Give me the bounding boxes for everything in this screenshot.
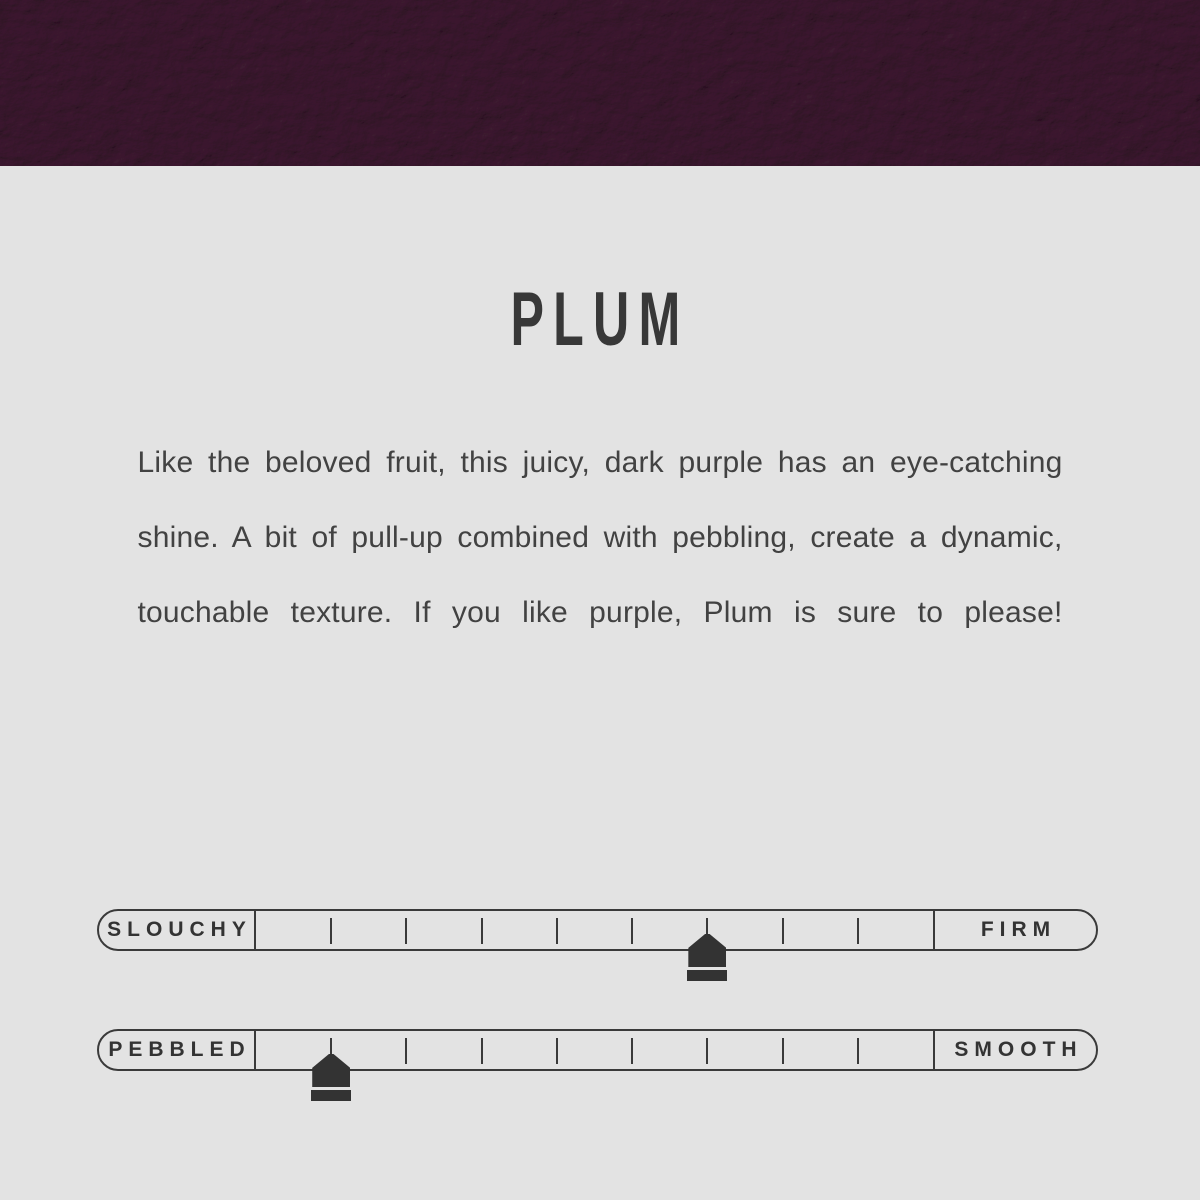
scale-right-label: [933, 1031, 1096, 1069]
leather-texture: [0, 0, 1200, 166]
scale-left-label: [99, 1031, 256, 1069]
marker-head: [688, 934, 726, 967]
tick-mark: [631, 1038, 633, 1064]
tick-mark: [782, 1038, 784, 1064]
marker-head: [312, 1054, 350, 1087]
scale-right-label-text: SMOOTH: [954, 1038, 1083, 1061]
leather-swatch-image: [0, 0, 1200, 166]
description-line: Like the beloved fruit, this juicy, dark purple has an eye-catching: [137, 446, 1063, 479]
scale-marker: [311, 1054, 351, 1101]
tick-mark: [631, 918, 633, 944]
tick-mark: [405, 1038, 407, 1064]
firmness-scale: [97, 909, 1098, 951]
description-line: touchable texture. If you like purple, Plum is sure to please!: [137, 596, 1063, 629]
tick-mark: [405, 918, 407, 944]
page-title: PLUM: [510, 277, 690, 362]
scale-right-label-text: FIRM: [980, 918, 1057, 941]
tick-mark: [857, 918, 859, 944]
color-description: [138, 425, 1063, 650]
scale-right-label: [933, 911, 1096, 949]
marker-base: [687, 970, 727, 981]
tick-mark: [706, 1038, 708, 1064]
scale-left-label-text: PEBBLED: [108, 1038, 251, 1061]
tick-mark: [556, 1038, 558, 1064]
scale-marker: [687, 934, 727, 981]
tick-mark: [782, 918, 784, 944]
texture-scale: [97, 1029, 1098, 1071]
tick-mark: [481, 1038, 483, 1064]
marker-base: [311, 1090, 351, 1101]
texture-scale-track: [256, 1031, 933, 1069]
tick-mark: [481, 918, 483, 944]
description-line: shine. A bit of pull-up combined with pebbling, create a dynamic,: [137, 521, 1063, 554]
tick-mark: [330, 918, 332, 944]
firmness-scale-track: [256, 911, 933, 949]
tick-mark: [857, 1038, 859, 1064]
scale-left-label: [99, 911, 256, 949]
tick-mark: [556, 918, 558, 944]
scale-left-label-text: SLOUCHY: [107, 918, 252, 941]
